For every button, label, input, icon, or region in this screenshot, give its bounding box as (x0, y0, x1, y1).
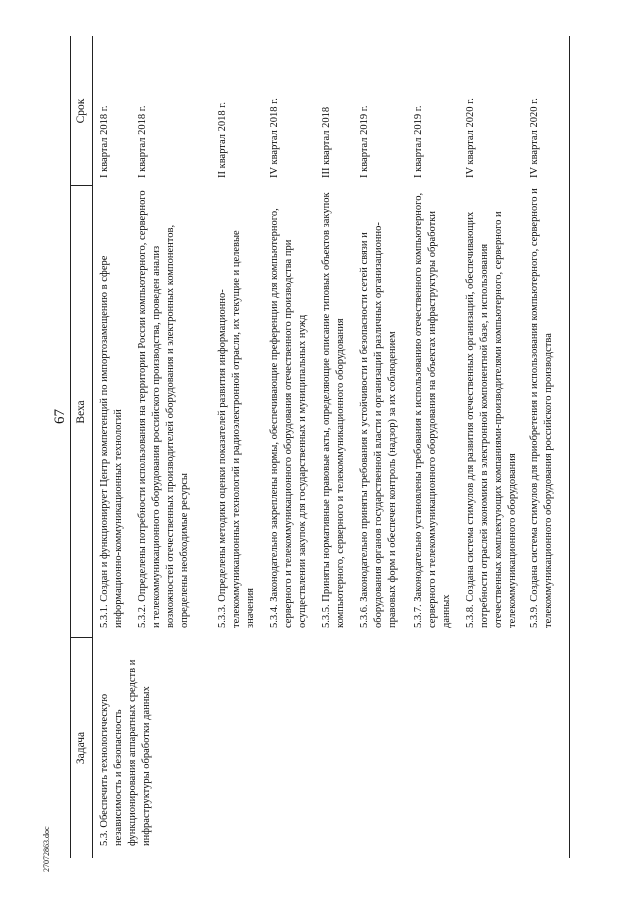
header-task: Задача (70, 637, 93, 858)
milestone-cell: 5.3.7. Законодательно установлены требования к использованию отечественного компьютерного, серверного и телекоммуникационного оборудования на объектах инфраструктуры обработки данных (413, 192, 452, 628)
doc-reference: 27072863.doc (42, 826, 51, 872)
milestone-cell: 5.3.1. Создан и функционирует Центр компетенций по импортозамещению в сфере информационно-коммуникационных технологий (99, 255, 124, 628)
deadline-cell: I квартал 2018 г. (99, 105, 110, 178)
milestone-cell: 5.3.5. Приняты нормативные правовые акты, определяющие описание типовых объектов закупок компьютерного, серверного и телекоммуникационного оборудования (321, 192, 346, 628)
deadline-cell: I квартал 2018 г. (137, 105, 148, 178)
deadline-cell: I квартал 2019 г. (413, 105, 424, 178)
deadline-cell: I квартал 2019 г. (359, 105, 370, 178)
deadline-cell: IV квартал 2018 г. (269, 98, 280, 178)
milestone-cell: 5.3.6. Законодательно приняты требования к устойчивости и безопасности сетей связи и оборудования органов государственной власти и организаций различных организационно-правовых форм и обеспечен контроль (надзор) за их соблюдением (359, 222, 398, 628)
milestone-cell: 5.3.2. Определены потребности использования на территории России компьютерного, серверного и телекоммуникационного оборудования российского производства, проведен анализ возможностей отечественных производителей оборудования и электронных компонентов, определены необходимые ресурсы (137, 190, 190, 628)
header-deadline: Срок (70, 36, 93, 186)
deadline-cell: II квартал 2018 г. (217, 101, 228, 178)
milestone-cell: 5.3.4. Законодательно закреплены нормы, обеспечивающие преференции для компьютерного, серверного и телекоммуникационного оборудования отечественного производства при осуществлении закупок для государственных и муниципальных нужд (269, 208, 308, 628)
page-number: 67 (52, 409, 68, 424)
milestone-cell: 5.3.3. Определены методики оценки показателей развития информационно-телекоммуникационных технологий и радиоэлектронной отрасли, их текущие и целевые значения (217, 230, 256, 628)
deadline-cell: IV квартал 2020 г. (465, 98, 476, 178)
milestone-cell: 5.3.8. Создана система стимулов для развития отечественных организаций, обеспечивающих потребности отраслей экономики в электронной компонентной базе, и использования отечественных комплектующих компаниями-производителями компьютерного, серверного и телекоммуникационного оборудования (465, 211, 518, 628)
header-milestone: Веха (70, 185, 93, 638)
deadline-cell: IV квартал 2020 г. (529, 98, 540, 178)
milestone-cell: 5.3.9. Создана система стимулов для приобретения и использования компьютерного, серверного и телекоммуникационного оборудования российского производства (529, 188, 554, 628)
table-bottom-border (569, 36, 570, 858)
deadline-cell: III квартал 2018 (321, 106, 332, 178)
milestones-table (70, 36, 570, 858)
task-cell: 5.3. Обеспечить технологическую независимость и безопасность функционирования аппаратных средств и инфраструктуры обработки данных (99, 659, 152, 846)
